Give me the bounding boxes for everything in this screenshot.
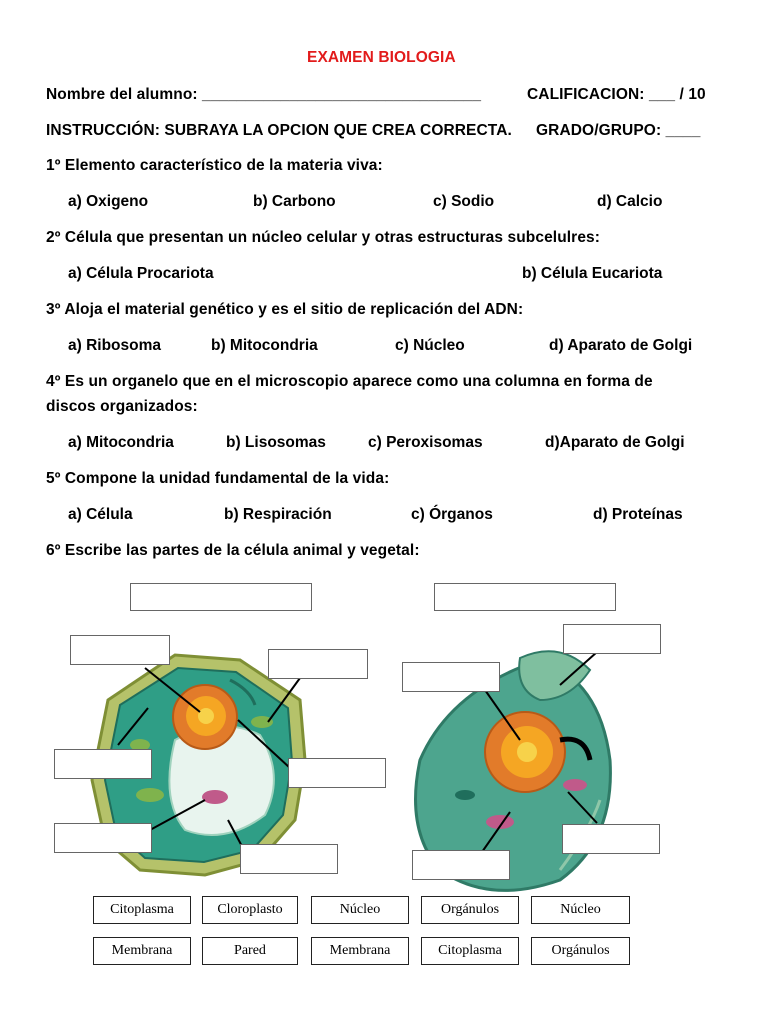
word-bank-cloroplasto[interactable]: Cloroplasto	[202, 896, 298, 924]
word-bank-pared[interactable]: Pared	[202, 937, 298, 965]
q3-option-d[interactable]: d) Aparato de Golgi	[549, 337, 693, 354]
plant-cell-title-blank[interactable]	[130, 583, 312, 611]
student-name-label[interactable]: Nombre del alumno: ________________________________	[46, 86, 482, 103]
question-3: 3º Aloja el material genético y es el sitio de replicación del ADN:	[46, 301, 524, 318]
plant-label-blank-3[interactable]	[54, 749, 152, 779]
word-bank-nucleo-2[interactable]: Núcleo	[531, 896, 630, 924]
q5-option-d[interactable]: d) Proteínas	[593, 506, 683, 523]
animal-label-blank-1[interactable]	[563, 624, 661, 654]
q4-option-c[interactable]: c) Peroxisomas	[368, 434, 483, 451]
q4-option-a[interactable]: a) Mitocondria	[68, 434, 174, 451]
grade-label[interactable]: CALIFICACION: ___ / 10	[527, 86, 706, 103]
q4-option-d[interactable]: d)Aparato de Golgi	[545, 434, 685, 451]
animal-label-blank-3[interactable]	[562, 824, 660, 854]
word-bank-organulos-1[interactable]: Orgánulos	[421, 896, 519, 924]
q3-option-c[interactable]: c) Núcleo	[395, 337, 465, 354]
plant-label-blank-1[interactable]	[70, 635, 170, 665]
exam-title: EXAMEN BIOLOGIA	[307, 49, 456, 66]
question-6: 6º Escribe las partes de la célula animal y vegetal:	[46, 542, 420, 559]
q2-option-b[interactable]: b) Célula Eucariota	[522, 265, 663, 282]
q1-option-d[interactable]: d) Calcio	[597, 193, 663, 210]
animal-cell-title-blank[interactable]	[434, 583, 616, 611]
q1-option-c[interactable]: c) Sodio	[433, 193, 495, 210]
question-1: 1º Elemento característico de la materia viva:	[46, 157, 383, 174]
question-2: 2º Célula que presentan un núcleo celular y otras estructuras subcelulres:	[46, 229, 601, 246]
word-bank-membrana-1[interactable]: Membrana	[93, 937, 191, 965]
plant-label-blank-2[interactable]	[268, 649, 368, 679]
q2-option-a[interactable]: a) Célula Procariota	[68, 265, 214, 282]
q4-option-b[interactable]: b) Lisosomas	[226, 434, 326, 451]
instruction-text: INSTRUCCIÓN: SUBRAYA LA OPCION QUE CREA CORRECTA.	[46, 122, 512, 139]
word-bank-organulos-2[interactable]: Orgánulos	[531, 937, 630, 965]
q1-option-b[interactable]: b) Carbono	[253, 193, 336, 210]
plant-label-blank-6[interactable]	[240, 844, 338, 874]
question-4-line-1: 4º Es un organelo que en el microscopio aparece como una columna en forma de	[46, 373, 653, 390]
q5-option-c[interactable]: c) Órganos	[411, 506, 493, 523]
question-5: 5º Compone la unidad fundamental de la vida:	[46, 470, 390, 487]
plant-label-blank-5[interactable]	[54, 823, 152, 853]
plant-label-blank-4[interactable]	[288, 758, 386, 788]
q3-option-a[interactable]: a) Ribosoma	[68, 337, 162, 354]
q1-option-a[interactable]: a) Oxigeno	[68, 193, 149, 210]
q5-option-a[interactable]: a) Célula	[68, 506, 133, 523]
word-bank-citoplasma[interactable]: Citoplasma	[93, 896, 191, 924]
q5-option-b[interactable]: b) Respiración	[224, 506, 332, 523]
word-bank-membrana-2[interactable]: Membrana	[311, 937, 409, 965]
animal-label-blank-4[interactable]	[412, 850, 510, 880]
group-label[interactable]: GRADO/GRUPO: ____	[536, 122, 701, 139]
question-4-line-2: discos organizados:	[46, 398, 198, 415]
word-bank-citoplasma-2[interactable]: Citoplasma	[421, 937, 519, 965]
q3-option-b[interactable]: b) Mitocondria	[211, 337, 318, 354]
word-bank-nucleo-1[interactable]: Núcleo	[311, 896, 409, 924]
animal-label-blank-2[interactable]	[402, 662, 500, 692]
